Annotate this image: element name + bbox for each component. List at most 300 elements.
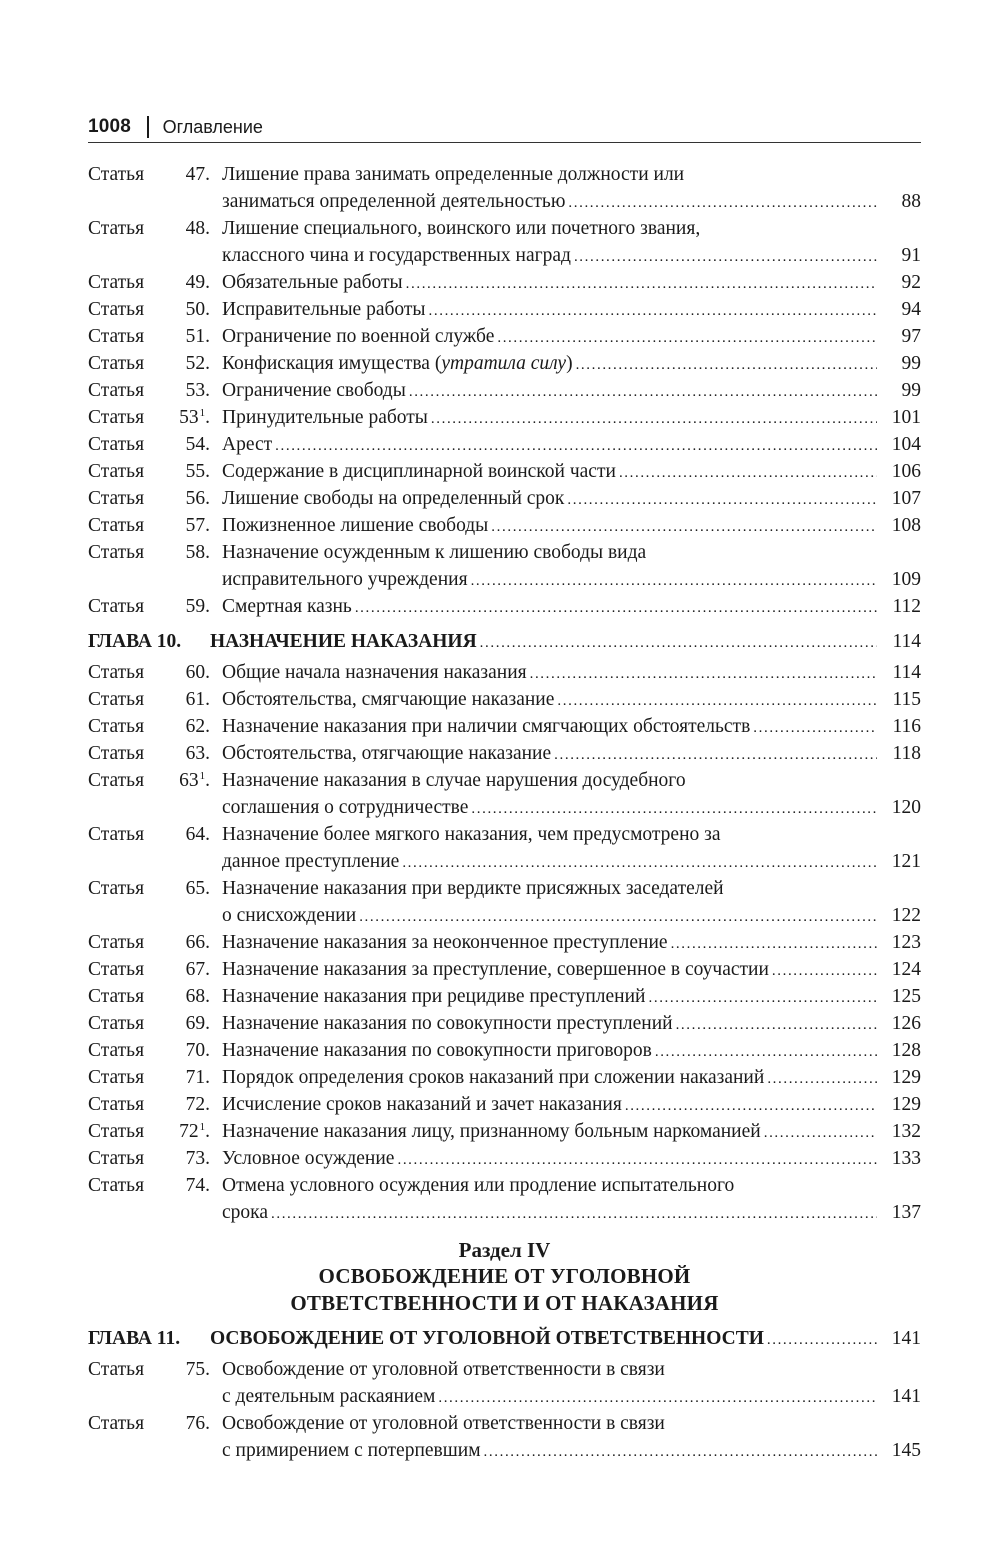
dot-leader [530, 661, 877, 688]
dot-leader [764, 1120, 877, 1147]
article-label: Статья [88, 1013, 145, 1034]
entry-title-text: Лишение свободы на определенный срок [222, 488, 565, 509]
entry-title-text: Назначение более мягкого наказания, чем предусмотрено за [222, 824, 721, 845]
article-label: Статья [88, 299, 145, 320]
entry-page: 132 [891, 1121, 921, 1142]
toc-entry[interactable] [88, 350, 921, 377]
entry-title [222, 242, 881, 271]
article-label: Статья [88, 353, 145, 374]
entry-title [222, 875, 881, 902]
article-label: Статья [88, 407, 145, 428]
article-superscript: 1 [199, 407, 206, 419]
article-number-text: 67. [185, 959, 210, 980]
entry-title [222, 659, 881, 688]
entry-title-text: Назначение осужденным к лишению свободы вида [222, 542, 647, 563]
dot-leader [557, 688, 877, 715]
toc-line [88, 269, 921, 296]
entry-title [222, 458, 881, 487]
article-number [166, 593, 210, 620]
entry-page: 114 [892, 662, 921, 683]
toc-entry[interactable] [88, 215, 921, 269]
article-label: Статья [88, 434, 145, 455]
article-number [166, 161, 210, 188]
entry-title-text: данное преступление [222, 851, 400, 872]
entry-page: 121 [891, 851, 921, 872]
article-label: Статья [88, 461, 145, 482]
article-label: Статья [88, 542, 145, 563]
article-number [166, 539, 210, 566]
entry-page: 125 [891, 986, 921, 1007]
entry-title [222, 323, 881, 352]
article-superscript: 1 [199, 770, 206, 782]
article-number-text: 62. [185, 716, 210, 737]
entry-title-text: Исчисление сроков наказаний и зачет наказания [222, 1094, 622, 1115]
entry-title-text: Исправительные работы [222, 299, 426, 320]
toc-entry[interactable] [88, 404, 921, 431]
entry-title [222, 1172, 881, 1199]
dot-leader [676, 1012, 877, 1039]
toc-line [88, 188, 921, 215]
entry-title [222, 539, 881, 566]
entry-page: 112 [892, 596, 921, 617]
article-label: Статья [88, 824, 145, 845]
entry-title-text: Лишение права занимать определенные должности или [222, 164, 685, 185]
toc-entry[interactable] [88, 1010, 921, 1037]
dot-leader [767, 1327, 877, 1354]
article-number [166, 1145, 210, 1172]
chapter-title: НАЗНАЧЕНИЕ НАКАЗАНИЯ [210, 631, 477, 652]
entry-title-text: Обстоятельства, смягчающие наказание [222, 689, 555, 710]
article-number-text: 72. [185, 1094, 210, 1115]
article-number-text: 52. [185, 353, 210, 374]
section-title-line: ОСВОБОЖДЕНИЕ ОТ УГОЛОВНОЙ [318, 1264, 691, 1288]
article-label: Статья [88, 164, 145, 185]
entry-title [222, 1383, 881, 1412]
article-label: Статья [88, 716, 145, 737]
chapter-label: ГЛАВА 11. [88, 1328, 181, 1349]
toc-line [88, 713, 921, 740]
toc-line [88, 1410, 921, 1437]
entry-page: 92 [901, 272, 921, 293]
chapter-page: 141 [891, 1328, 921, 1349]
toc-line [88, 1037, 921, 1064]
dot-leader [409, 379, 877, 406]
entry-title-text: Лишение специального, воинского или почетного звания, [222, 218, 701, 239]
article-label: Статья [88, 743, 145, 764]
article-number-suffix: . [205, 407, 210, 428]
toc-group [88, 659, 921, 1226]
entry-title-text: Назначение наказания при наличии смягчающих обстоятельств [222, 716, 751, 737]
toc-line [88, 902, 921, 929]
dot-leader [619, 460, 877, 487]
dot-leader [438, 1385, 877, 1412]
toc-group [88, 161, 921, 620]
entry-title [222, 848, 881, 877]
article-number-text: 48. [185, 218, 210, 239]
article-number-suffix: . [205, 1121, 210, 1142]
toc-entry[interactable] [88, 593, 921, 620]
dot-leader [576, 352, 877, 379]
entry-title-text: Назначение наказания при вердикте присяжных заседателей [222, 878, 724, 899]
toc-line [88, 539, 921, 566]
article-label: Статья [88, 1094, 145, 1115]
section-heading [88, 1238, 921, 1317]
article-label: Статья [88, 1040, 145, 1061]
toc-entry[interactable] [88, 956, 921, 983]
entry-page: 97 [901, 326, 921, 347]
entry-title-text: Назначение наказания за неоконченное преступление [222, 932, 668, 953]
toc-entry[interactable] [88, 686, 921, 713]
entry-title-text: Ограничение по военной службе [222, 326, 495, 347]
entry-title-text: исправительного учреждения [222, 569, 468, 590]
entry-page: 106 [891, 461, 921, 482]
toc-entry[interactable] [88, 1091, 921, 1118]
entry-page: 88 [901, 191, 921, 212]
entry-title [222, 929, 881, 958]
toc-line [88, 1118, 921, 1145]
article-number-text: 69. [185, 1013, 210, 1034]
toc-line [88, 512, 921, 539]
entry-title [222, 1064, 881, 1093]
entry-title [222, 1037, 881, 1066]
toc-entry[interactable] [88, 1172, 921, 1226]
toc-entry[interactable] [88, 485, 921, 512]
entry-title [222, 767, 881, 794]
toc-entry[interactable] [88, 296, 921, 323]
toc-entry[interactable] [88, 929, 921, 956]
article-number [166, 956, 210, 983]
toc-entry[interactable] [88, 323, 921, 350]
article-number-text: 60. [185, 662, 210, 683]
article-number-text: 61. [185, 689, 210, 710]
entry-title-text: Арест [222, 434, 273, 455]
entry-title [222, 794, 881, 823]
article-number-text: 68. [185, 986, 210, 1007]
toc-entry[interactable] [88, 1064, 921, 1091]
dot-leader [554, 742, 877, 769]
table-of-contents [88, 161, 921, 1464]
article-number-text: 72 [179, 1121, 199, 1142]
article-number [166, 1010, 210, 1037]
entry-title [222, 431, 881, 460]
article-number-text: 55. [185, 461, 210, 482]
entry-title-text: Обстоятельства, отягчающие наказание [222, 743, 552, 764]
article-number [166, 1064, 210, 1091]
entry-title [222, 1199, 881, 1228]
toc-line [88, 659, 921, 686]
entry-page: 145 [891, 1440, 921, 1461]
dot-leader [767, 1066, 877, 1093]
article-number-text: 75. [185, 1359, 210, 1380]
article-label: Статья [88, 770, 145, 791]
toc-entry[interactable] [88, 767, 921, 821]
article-number-text: 49. [185, 272, 210, 293]
toc-entry[interactable] [88, 539, 921, 593]
entry-title-text: Назначение наказания лицу, признанному больным наркоманией [222, 1121, 761, 1142]
article-number-text: 53 [179, 407, 199, 428]
entry-title-text: Назначение наказания за преступление, совершенное в соучастии [222, 959, 769, 980]
toc-line [88, 1356, 921, 1383]
dot-leader [431, 406, 877, 433]
article-label: Статья [88, 488, 145, 509]
entry-title [222, 740, 881, 769]
entry-title [222, 593, 881, 622]
article-number [166, 659, 210, 686]
article-number [166, 929, 210, 956]
toc-entry[interactable] [88, 458, 921, 485]
dot-leader [271, 1201, 877, 1228]
article-label: Статья [88, 878, 145, 899]
chapter-heading[interactable] [88, 1325, 921, 1352]
toc-line [88, 404, 921, 431]
article-number [166, 1356, 210, 1383]
toc-line [88, 956, 921, 983]
dot-leader [625, 1093, 877, 1120]
entry-title-text: с деятельным раскаянием [222, 1386, 436, 1407]
entry-title [222, 1356, 881, 1383]
article-number-text: 54. [185, 434, 210, 455]
article-number [166, 512, 210, 539]
article-label: Статья [88, 1359, 145, 1380]
entry-page: 94 [901, 299, 921, 320]
toc-line [88, 848, 921, 875]
article-number-suffix: . [205, 770, 210, 791]
toc-line [88, 485, 921, 512]
article-label: Статья [88, 662, 145, 683]
article-label: Статья [88, 596, 145, 617]
article-number-text: 50. [185, 299, 210, 320]
article-number [166, 431, 210, 458]
section-label: Раздел IV [458, 1238, 551, 1262]
entry-title-text: Назначение наказания по совокупности приговоров [222, 1040, 652, 1061]
article-number-text: 71. [185, 1067, 210, 1088]
entry-title [222, 713, 881, 742]
entry-title-text: ) [566, 353, 573, 374]
article-label: Статья [88, 1067, 145, 1088]
toc-line [88, 1383, 921, 1410]
entry-title-text: Обязательные работы [222, 272, 403, 293]
dot-leader [480, 630, 877, 657]
entry-title [222, 404, 881, 433]
entry-page: 99 [901, 380, 921, 401]
toc-line [88, 983, 921, 1010]
toc-line [88, 350, 921, 377]
dot-leader [275, 433, 877, 460]
entry-page: 115 [892, 689, 921, 710]
entry-page: 118 [892, 743, 921, 764]
header-separator [147, 116, 149, 138]
article-number-text: 47. [185, 164, 210, 185]
entry-title-text: Освобождение от уголовной ответственности в связи [222, 1413, 665, 1434]
article-label: Статья [88, 1148, 145, 1169]
entry-title-italic: утратила силу [441, 353, 567, 374]
dot-leader [671, 931, 877, 958]
chapter-heading[interactable] [88, 628, 921, 655]
article-number [166, 404, 210, 431]
toc-line [88, 458, 921, 485]
article-number [166, 821, 210, 848]
dot-leader [429, 298, 877, 325]
entry-page: 123 [891, 932, 921, 953]
entry-page: 91 [901, 245, 921, 266]
toc-entry[interactable] [88, 1356, 921, 1410]
dot-leader [484, 1439, 877, 1466]
article-label: Статья [88, 272, 145, 293]
entry-title-text: Смертная казнь [222, 596, 352, 617]
toc-line [88, 566, 921, 593]
entry-title [222, 1437, 881, 1466]
entry-page: 107 [891, 488, 921, 509]
header-rule [88, 142, 921, 143]
toc-line [88, 1145, 921, 1172]
article-number-text: 56. [185, 488, 210, 509]
toc-line [88, 161, 921, 188]
article-number [166, 1172, 210, 1199]
entry-title [222, 902, 881, 931]
article-number [166, 983, 210, 1010]
entry-title [222, 1091, 881, 1120]
article-number [166, 458, 210, 485]
entry-title [222, 296, 881, 325]
toc-entry[interactable] [88, 740, 921, 767]
dot-leader [649, 985, 878, 1012]
toc-entry[interactable] [88, 512, 921, 539]
entry-title-text: Отмена условного осуждения или продление испытательного [222, 1175, 735, 1196]
entry-title [222, 1010, 881, 1039]
entry-title [222, 1410, 881, 1437]
dot-leader [655, 1039, 877, 1066]
toc-line [88, 1172, 921, 1199]
toc-line [88, 431, 921, 458]
article-number-text: 66. [185, 932, 210, 953]
chapter-label: ГЛАВА 10. [88, 631, 182, 652]
article-number [166, 1118, 210, 1145]
article-number-text: 64. [185, 824, 210, 845]
entry-title-text: Конфискация имущества ( [222, 353, 442, 374]
article-label: Статья [88, 326, 145, 347]
chapter-page: 114 [892, 631, 921, 652]
entry-title [222, 161, 881, 188]
dot-leader [568, 190, 877, 217]
toc-entry[interactable] [88, 1037, 921, 1064]
toc-line [88, 1064, 921, 1091]
article-number [166, 377, 210, 404]
toc-line [88, 875, 921, 902]
toc-entry[interactable] [88, 821, 921, 875]
toc-entry[interactable] [88, 713, 921, 740]
entry-page: 129 [891, 1067, 921, 1088]
article-number [166, 215, 210, 242]
entry-page: 122 [891, 905, 921, 926]
toc-entry[interactable] [88, 1145, 921, 1172]
entry-page: 126 [891, 1013, 921, 1034]
dot-leader [772, 958, 877, 985]
toc-line [88, 242, 921, 269]
dot-leader [753, 715, 877, 742]
entry-title [222, 512, 881, 541]
entry-page: 124 [891, 959, 921, 980]
dot-leader [491, 514, 877, 541]
article-label: Статья [88, 1413, 145, 1434]
article-number-text: 63. [185, 743, 210, 764]
article-label: Статья [88, 689, 145, 710]
article-number-text: 63 [179, 770, 199, 791]
entry-title-text: с примирением с потерпевшим [222, 1440, 481, 1461]
entry-title-text: срока [222, 1202, 268, 1223]
article-number [166, 713, 210, 740]
toc-line [88, 740, 921, 767]
toc-entry[interactable] [88, 983, 921, 1010]
running-header [88, 112, 263, 142]
chapter-title: ОСВОБОЖДЕНИЕ ОТ УГОЛОВНОЙ ОТВЕТСТВЕННОСТИ [210, 1328, 764, 1349]
entry-title-text: Ограничение свободы [222, 380, 406, 401]
toc-line [88, 1091, 921, 1118]
article-label: Статья [88, 380, 145, 401]
toc-line [88, 1199, 921, 1226]
article-number [166, 686, 210, 713]
toc-line [88, 821, 921, 848]
entry-title [222, 1145, 881, 1174]
entry-title [222, 686, 881, 715]
toc-line [88, 323, 921, 350]
dot-leader [574, 244, 877, 271]
article-number [166, 1037, 210, 1064]
toc-entry[interactable] [88, 659, 921, 686]
entry-page: 108 [891, 515, 921, 536]
entry-title [222, 377, 881, 406]
entry-page: 116 [892, 716, 921, 737]
article-number-text: 51. [185, 326, 210, 347]
toc-line [88, 296, 921, 323]
entry-title [222, 215, 881, 242]
toc-line [88, 1437, 921, 1464]
entry-title [222, 983, 881, 1012]
running-title: Оглавление [162, 116, 263, 137]
toc-line [88, 794, 921, 821]
page-number: 1008 [88, 116, 132, 137]
dot-leader [397, 1147, 877, 1174]
toc-entry[interactable] [88, 875, 921, 929]
article-number [166, 1410, 210, 1437]
entry-page: 128 [891, 1040, 921, 1061]
article-label: Статья [88, 932, 145, 953]
article-label: Статья [88, 986, 145, 1007]
entry-page: 133 [891, 1148, 921, 1169]
article-label: Статья [88, 218, 145, 239]
entry-title [222, 485, 881, 514]
toc-entry[interactable] [88, 377, 921, 404]
toc-entry[interactable] [88, 161, 921, 215]
article-number-text: 53. [185, 380, 210, 401]
article-number-text: 57. [185, 515, 210, 536]
article-number-text: 73. [185, 1148, 210, 1169]
entry-title-text: Назначение наказания в случае нарушения досудебного [222, 770, 686, 791]
article-number [166, 767, 210, 794]
entry-title [222, 188, 881, 217]
entry-title-text: о снисхождении [222, 905, 357, 926]
toc-line [88, 377, 921, 404]
toc-entry[interactable] [88, 1410, 921, 1464]
article-number [166, 485, 210, 512]
toc-line [88, 593, 921, 620]
toc-entry[interactable] [88, 269, 921, 296]
article-number [166, 296, 210, 323]
entry-title-text: классного чина и государственных наград [222, 245, 571, 266]
article-number-text: 76. [185, 1413, 210, 1434]
toc-entry[interactable] [88, 431, 921, 458]
toc-entry[interactable] [88, 1118, 921, 1145]
article-number [166, 323, 210, 350]
